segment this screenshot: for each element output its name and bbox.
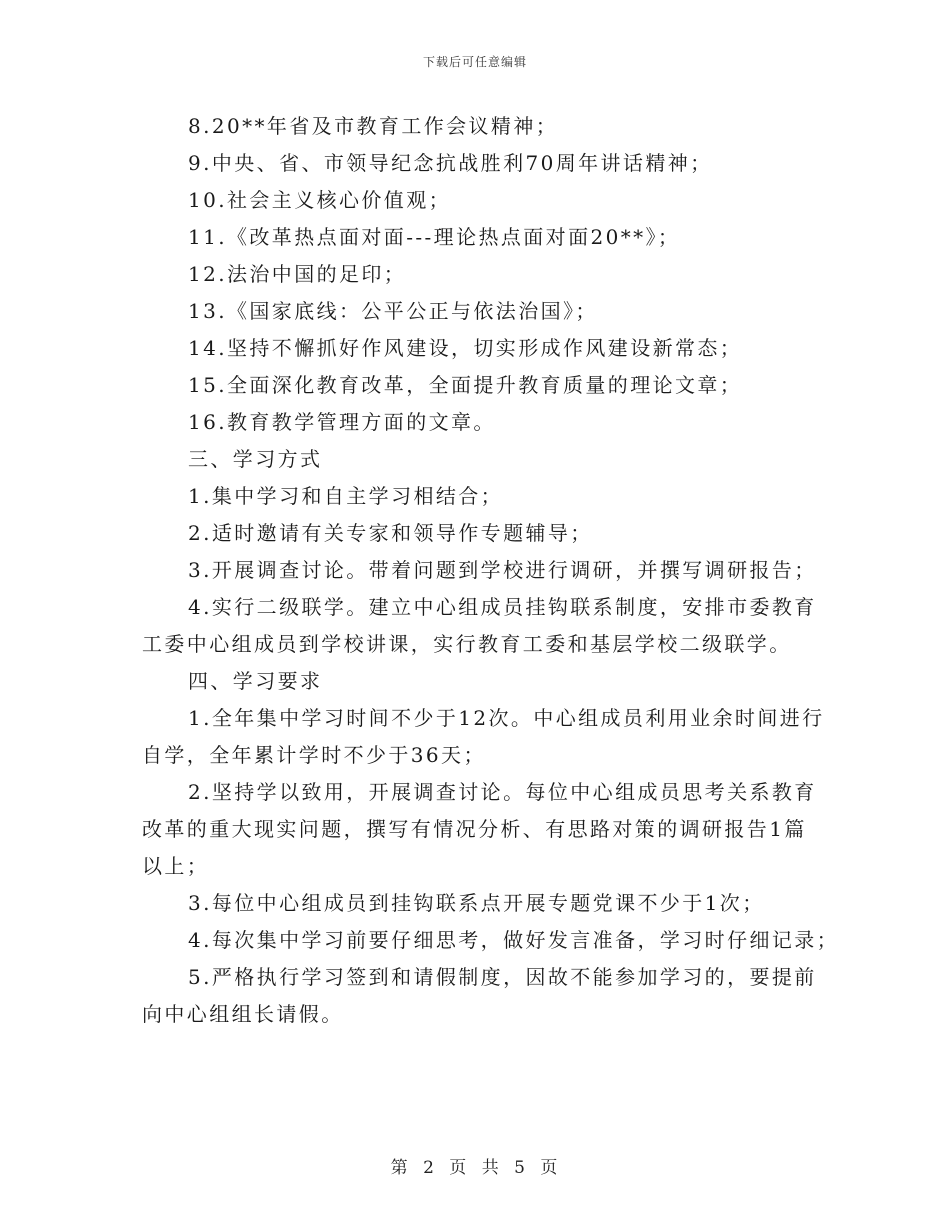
page-header: 下载后可任意编辑 <box>422 55 527 69</box>
body-line-continuation: 改革的重大现实问题，撰写有情况分析、有思路对策的调研报告1篇 <box>142 817 807 841</box>
body-line: 5.严格执行学习签到和请假制度，因故不能参加学习的，要提前 <box>188 965 817 989</box>
body-line: 1.全年集中学习时间不少于12次。中心组成员利用业余时间进行 <box>188 706 825 730</box>
body-line: 15.全面深化教育改革，全面提升教育质量的理论文章； <box>188 373 743 397</box>
body-line-continuation: 以上； <box>142 854 210 878</box>
body-line: 9.中央、省、市领导纪念抗战胜利70周年讲话精神； <box>188 151 713 175</box>
body-line: 8.20**年省及市教育工作会议精神； <box>188 114 559 138</box>
body-line: 16.教育教学管理方面的文章。 <box>188 410 496 434</box>
body-line-continuation: 自学，全年累计学时不少于36天； <box>142 743 486 767</box>
body-line: 4.每次集中学习前要仔细思考，做好发言准备，学习时仔细记录； <box>188 928 840 952</box>
page-number: 第 2 页 共 5 页 <box>390 1158 560 1178</box>
body-line: 10.社会主义核心价值观； <box>188 188 452 212</box>
body-line: 11.《改革热点面对面---理论热点面对面20**》； <box>188 225 681 249</box>
body-line: 2.适时邀请有关专家和领导作专题辅导； <box>188 521 593 545</box>
body-line: 12.法治中国的足印； <box>188 262 407 286</box>
body-line: 3.每位中心组成员到挂钩联系点开展专题党课不少于1次； <box>188 891 765 915</box>
body-line: 1.集中学习和自主学习相结合； <box>188 484 504 508</box>
body-line: 4.实行二级联学。建立中心组成员挂钩联系制度，安排市委教育 <box>188 595 817 619</box>
body-line: 3.开展调查讨论。带着问题到学校进行调研，并撰写调研报告； <box>188 558 817 582</box>
body-line: 14.坚持不懈抓好作风建设，切实形成作风建设新常态； <box>188 336 743 360</box>
body-line-continuation: 工委中心组成员到学校讲课，实行教育工委和基层学校二级联学。 <box>142 632 792 656</box>
body-line: 13.《国家底线：公平公正与依法治国》； <box>188 299 598 323</box>
document-body <box>142 108 840 1033</box>
section-heading: 三、学习方式 <box>188 447 323 471</box>
body-line: 2.坚持学以致用，开展调查讨论。每位中心组成员思考关系教育 <box>188 780 817 804</box>
body-line-continuation: 向中心组组长请假。 <box>142 1002 344 1026</box>
section-heading: 四、学习要求 <box>188 669 323 693</box>
